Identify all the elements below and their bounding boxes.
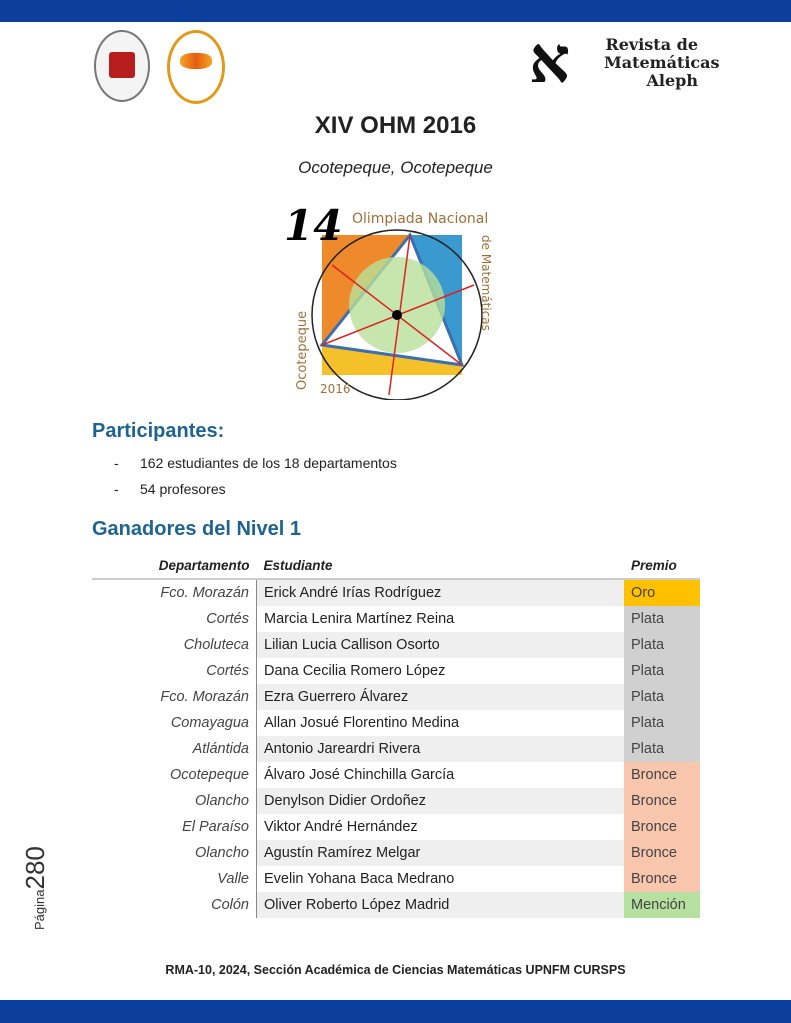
prize-cell: Plata xyxy=(624,684,700,710)
page-number xyxy=(20,846,51,930)
column-header-estudiante: Estudiante xyxy=(257,552,625,579)
bullet: - xyxy=(114,455,119,471)
department-cell: Cortés xyxy=(92,658,257,684)
prize-cell: Plata xyxy=(624,710,700,736)
prize-cell: Bronce xyxy=(624,866,700,892)
student-cell: Erick André Irías Rodríguez xyxy=(257,579,625,606)
winners-heading: Ganadores del Nivel 1 xyxy=(92,518,301,540)
student-cell: Denylson Didier Ordoñez xyxy=(257,788,625,814)
table-row xyxy=(92,892,700,918)
table-row xyxy=(92,762,700,788)
department-cell: El Paraíso xyxy=(92,814,257,840)
department-cell: Colón xyxy=(92,892,257,918)
prize-cell: Bronce xyxy=(624,788,700,814)
table-row xyxy=(92,814,700,840)
table-row xyxy=(92,632,700,658)
department-cell: Fco. Morazán xyxy=(92,579,257,606)
department-cell: Olancho xyxy=(92,840,257,866)
department-cell: Ocotepeque xyxy=(92,762,257,788)
emblem-year: 2016 xyxy=(320,382,351,396)
prize-cell: Bronce xyxy=(624,814,700,840)
journal-name-line: Matemáticas xyxy=(604,53,720,72)
participants-heading: Participantes: xyxy=(92,420,225,442)
aleph-logo: א xyxy=(529,23,571,98)
emblem-number: 14 xyxy=(284,201,343,250)
list-item-text: 162 estudiantes de los 18 departamentos xyxy=(140,455,397,471)
prize-cell: Mención xyxy=(624,892,700,918)
list-item xyxy=(114,455,397,471)
prize-cell: Bronce xyxy=(624,840,700,866)
table-row xyxy=(92,788,700,814)
department-cell: Olancho xyxy=(92,788,257,814)
bullet: - xyxy=(114,481,119,497)
table-row xyxy=(92,866,700,892)
table-row xyxy=(92,606,700,632)
department-cell: Fco. Morazán xyxy=(92,684,257,710)
list-item xyxy=(114,481,226,497)
prize-cell: Plata xyxy=(624,736,700,762)
journal-name-line: Revista de xyxy=(605,35,698,54)
student-cell: Antonio Jareardri Rivera xyxy=(257,736,625,762)
university-seal-logo xyxy=(94,30,150,102)
table-row xyxy=(92,736,700,762)
student-cell: Oliver Roberto López Madrid xyxy=(257,892,625,918)
prize-cell: Oro xyxy=(624,579,700,606)
upnfm-math-logo xyxy=(167,30,225,104)
emblem-top-text: Olimpiada Nacional xyxy=(352,211,489,227)
table-row xyxy=(92,710,700,736)
department-cell: Cortés xyxy=(92,606,257,632)
prize-cell: Plata xyxy=(624,606,700,632)
column-header-departamento: Departamento xyxy=(92,552,257,579)
department-cell: Choluteca xyxy=(92,632,257,658)
page-title: XIV OHM 2016 xyxy=(314,112,477,139)
student-cell: Dana Cecilia Romero López xyxy=(264,663,446,679)
student-cell: Lilian Lucia Callison Osorto xyxy=(257,632,625,658)
student-cell: Marcia Lenira Martínez Reina xyxy=(264,611,455,627)
footer-text: RMA-10, 2024, Sección Académica de Ciencias Matemáticas UPNFM CURSPS xyxy=(165,963,626,977)
olympiad-emblem xyxy=(282,195,498,400)
table-row xyxy=(92,658,700,684)
department-cell: Comayagua xyxy=(92,710,257,736)
page-label: Página xyxy=(32,889,47,930)
bottom-bar xyxy=(0,1000,791,1023)
prize-cell: Plata xyxy=(624,658,700,684)
department-cell: Valle xyxy=(92,866,257,892)
table-row xyxy=(92,840,700,866)
table-row xyxy=(92,579,700,606)
top-bar xyxy=(0,0,791,22)
journal-name xyxy=(604,35,720,90)
journal-name-line: Aleph xyxy=(646,71,698,90)
table-row xyxy=(92,684,700,710)
winners-table xyxy=(92,552,700,918)
student-cell: Agustín Ramírez Melgar xyxy=(257,840,625,866)
student-cell: Evelin Yohana Baca Medrano xyxy=(264,871,455,887)
emblem-left-text: Ocotepeque xyxy=(295,310,310,390)
student-cell: Álvaro José Chinchilla García xyxy=(264,767,455,783)
student-cell: Viktor André Hernández xyxy=(264,819,418,835)
student-cell: Allan Josué Florentino Medina xyxy=(264,715,460,731)
department-cell: Atlántida xyxy=(92,736,257,762)
page-number-value: 280 xyxy=(20,846,50,890)
prize-cell: Bronce xyxy=(624,762,700,788)
page-subtitle: Ocotepeque, Ocotepeque xyxy=(298,158,493,177)
student-cell: Ezra Guerrero Álvarez xyxy=(257,684,625,710)
column-header-premio: Premio xyxy=(624,552,700,579)
emblem-right-text: de Matemáticas xyxy=(479,235,493,331)
prize-cell: Plata xyxy=(624,632,700,658)
list-item-text: 54 profesores xyxy=(140,481,226,497)
